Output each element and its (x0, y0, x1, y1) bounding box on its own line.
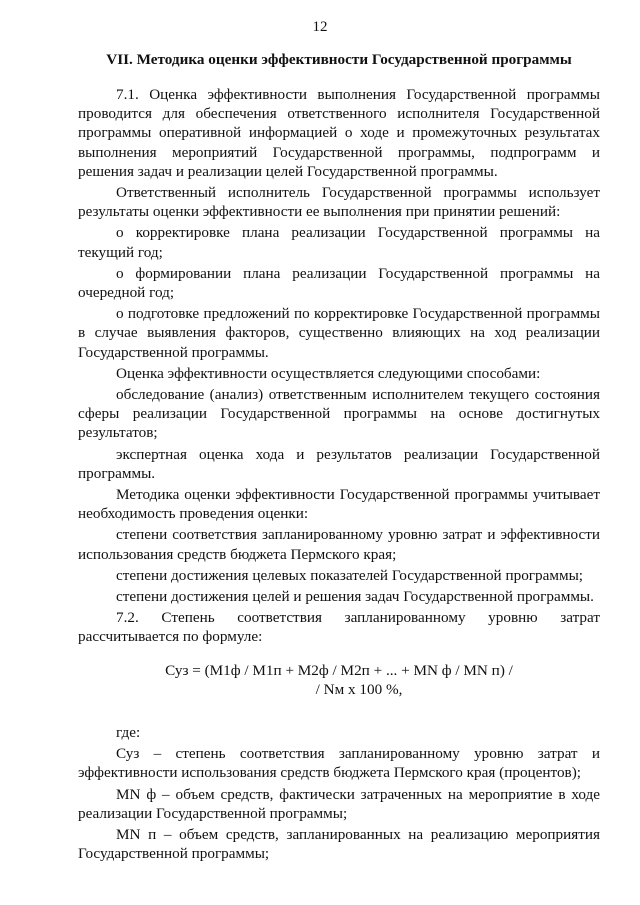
section-heading: VII. Методика оценки эффективности Государственной программы (106, 51, 572, 68)
list-item-target-indicators: степени достижения целевых показателей Государственной программы; (116, 566, 584, 584)
list-item-goals-tasks: степени достижения целей и решения задач Государственной программы. (116, 588, 594, 606)
paragraph-7-2: 7.2. Степень соответствия запланированному уровню затрат рассчитывается по формуле: (78, 609, 600, 646)
paragraph-responsible-executor: Ответственный исполнитель Государственной программы использует результаты оценки эффективности ее выполнения при принятии решений: (78, 184, 600, 221)
list-item-adjust-plan: о корректировке плана реализации Государственной программы на текущий год; (78, 224, 600, 261)
document-body (78, 85, 600, 863)
page-number: 12 (312, 19, 328, 35)
list-item-form-plan: о формировании плана реализации Государственной программы на очередной год; (78, 264, 600, 302)
formula-line-2: / Nм x 100 %, (315, 680, 403, 698)
paragraph-methodology: Методика оценки эффективности Государственной программы учитывает необходимость проведения оценки: (78, 486, 600, 523)
definition-mn-fact: МN ф – объем средств, фактически затраченных на мероприятие в ходе реализации Государственной программы; (78, 785, 600, 822)
list-item-survey: обследование (анализ) ответственным исполнителем текущего состояния сферы реализации Государственной программы на основе достигнутых результатов; (78, 386, 600, 442)
list-item-cost-level: степени соответствия запланированному уровню затрат и эффективности использования средств бюджета Пермского края; (78, 526, 600, 563)
paragraph-assessment-methods: Оценка эффективности осуществляется следующими способами: (116, 364, 541, 382)
where-label: где: (116, 723, 141, 741)
paragraph-7-1: 7.1. Оценка эффективности выполнения Государственной программы проводится для обеспечения ответственного исполнителя Государственной программы оперативной информацией о ходе и промежуточных результатах выполнения мероприятий Государственной программы, подпрограмм и решения задач и реализации целей Государственной программы. (78, 86, 600, 180)
list-item-expert-assessment: экспертная оценка хода и результатов реализации Государственной программы. (78, 445, 600, 482)
definition-suz: Суз – степень соответствия запланированному уровню затрат и эффективности использования средств бюджета Пермского края (процентов); (78, 745, 600, 782)
list-item-prepare-proposals: о подготовке предложений по корректировке Государственной программы в случае выявления факторов, существенно влияющих на ход реализации Государственной программы. (78, 305, 600, 361)
definition-mn-plan: МN п – объем средств, запланированных на реализацию мероприятия Государственной программы; (78, 825, 600, 863)
formula-line-1: Суз = (М1ф / М1п + М2ф / М2п + ... + МN ф / МN п) / (165, 661, 513, 679)
